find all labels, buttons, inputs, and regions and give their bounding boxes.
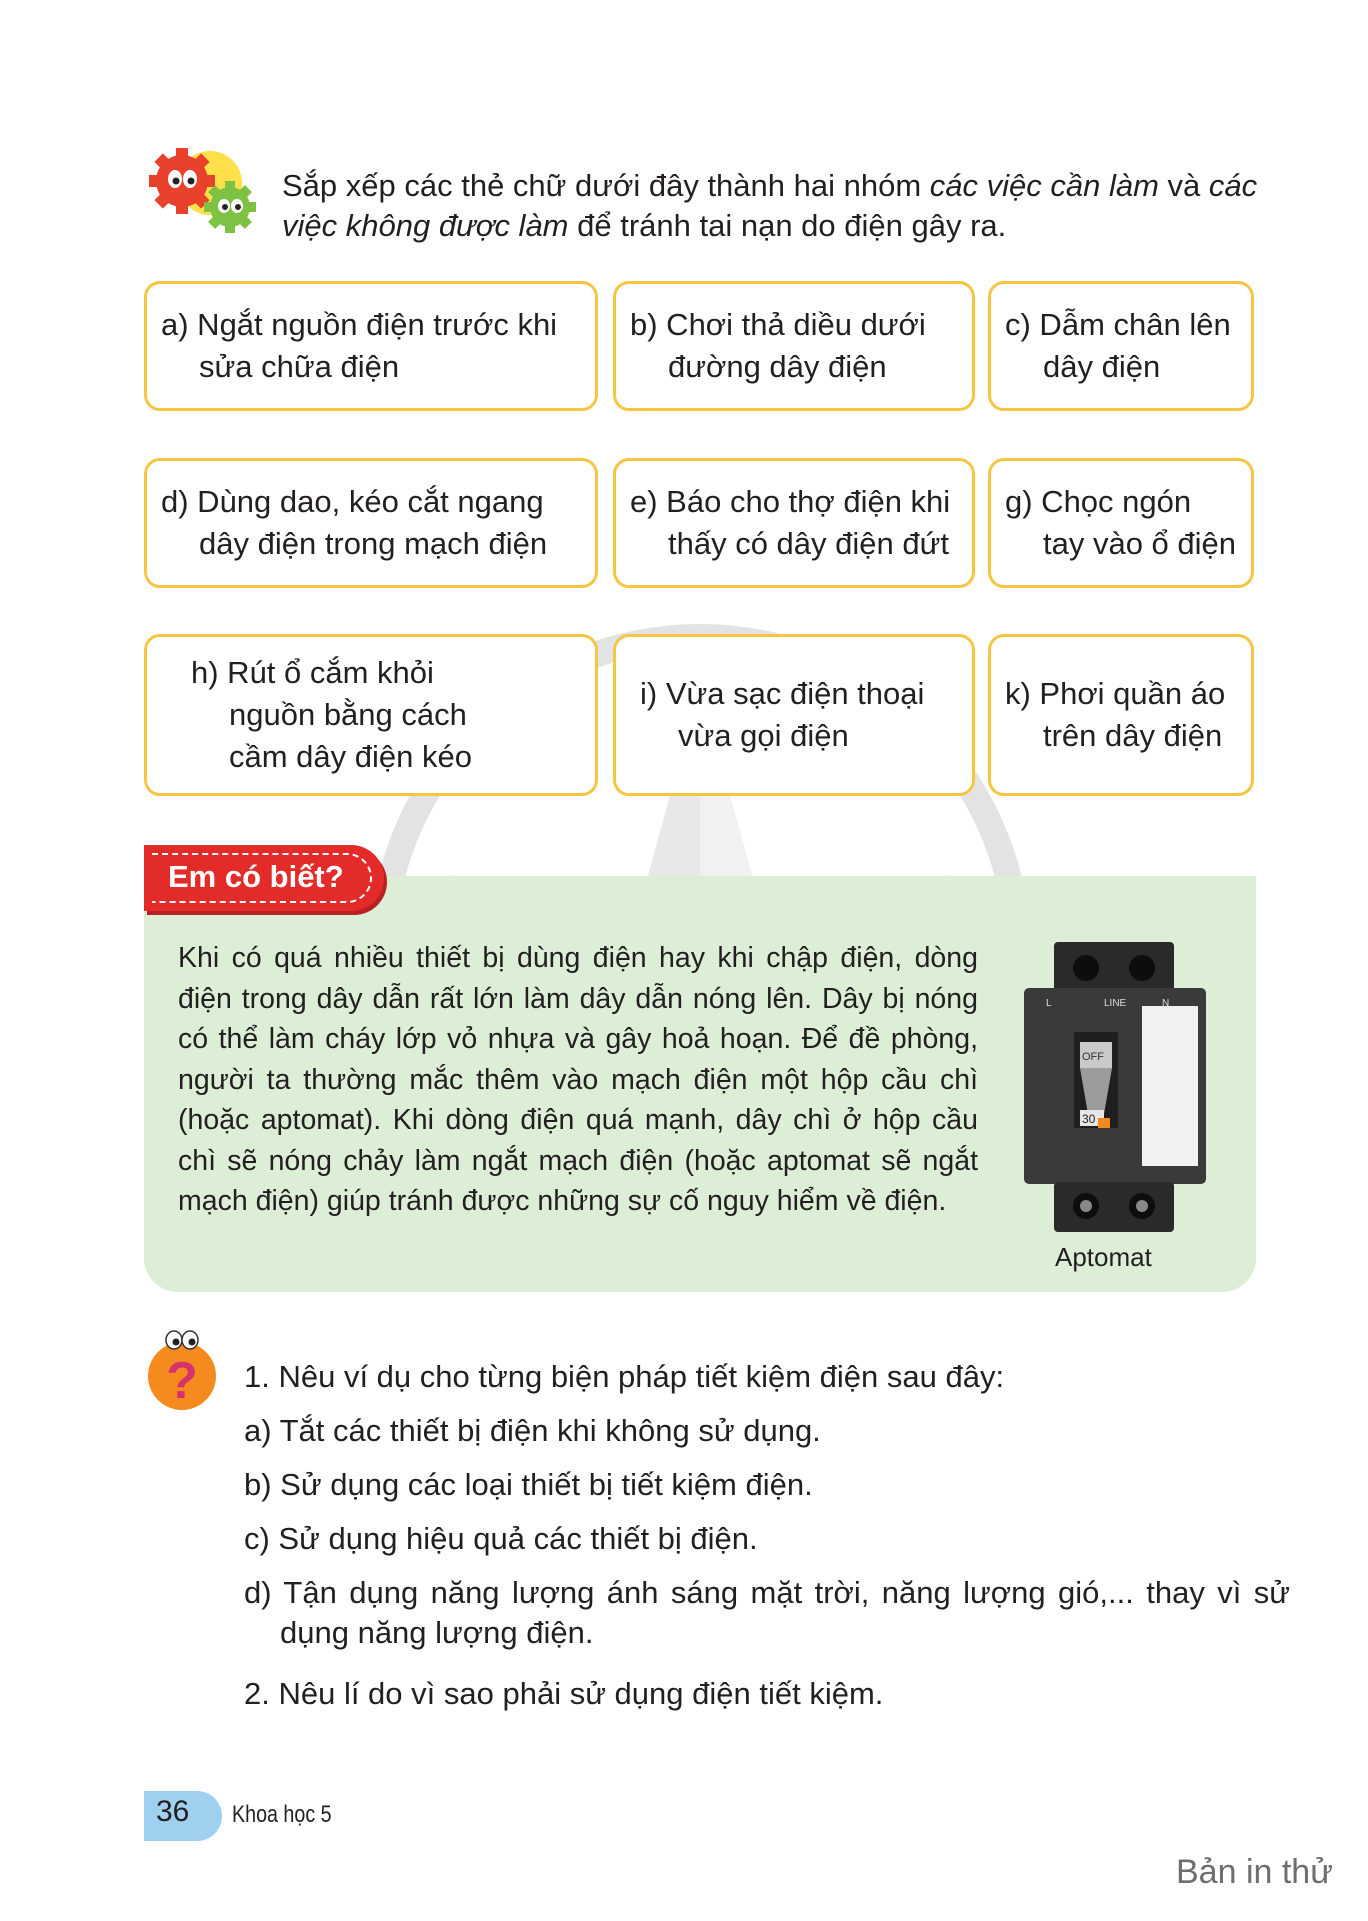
question-1d: d) Tận dụng năng lượng ánh sáng mặt trời, năng lượng gió,... thay vì sử dụng năng lượng điện.	[244, 1575, 1290, 1650]
card-k[interactable]	[988, 634, 1254, 796]
card-g-text: g) Chọc ngón tay vào ổ điện	[1005, 484, 1237, 561]
card-d[interactable]	[144, 458, 598, 588]
question-2: 2. Nêu lí do vì sao phải sử dụng điện tiết kiệm.	[244, 1676, 884, 1711]
book-title: Khoa học 5	[232, 1801, 332, 1828]
breaker-rating-label: 30	[1082, 1112, 1096, 1126]
card-i-text: i) Vừa sạc điện thoại vừa gọi điện	[640, 676, 925, 753]
question-1: 1. Nêu ví dụ cho từng biện pháp tiết kiệm điện sau đây:	[244, 1359, 1005, 1394]
info-text: Khi có quá nhiều thiết bị dùng điện hay khi chập điện, dòng điện trong dây dẫn rất lớn làm dây dẫn nóng lên. Dây bị nóng có thể làm cháy lớp vỏ nhựa và gây hoả hoạn. Để đề phòng, người ta thường mắc thêm vào mạch điện một hộp cầu chì (hoặc aptomat). Khi dòng điện quá mạnh, dây chì ở hộp cầu chì sẽ nóng chảy làm ngắt mạch điện (hoặc aptomat sẽ ngắt mạch điện) giúp tránh được những sự cố nguy hiểm về điện.	[178, 942, 978, 1217]
breaker-off-label: OFF	[1082, 1051, 1104, 1063]
page-number: 36	[156, 1795, 190, 1828]
card-i[interactable]	[613, 634, 975, 796]
draft-label: Bản in thử	[1176, 1853, 1333, 1891]
card-a-text: a) Ngắt nguồn điện trước khi sửa chữa điện	[161, 307, 558, 384]
breaker-l-label: L	[1046, 998, 1052, 1009]
card-k-text: k) Phơi quần áo trên dây điện	[1005, 676, 1226, 753]
card-g[interactable]	[988, 458, 1254, 588]
card-b[interactable]	[613, 281, 975, 411]
card-c-text: c) Dẫm chân lên dây điện	[1005, 307, 1231, 384]
card-e-text: e) Báo cho thợ điện khi thấy có dây điện đứt	[630, 484, 951, 561]
card-h[interactable]	[144, 634, 598, 796]
card-d-text: d) Dùng dao, kéo cắt ngang dây điện trong mạch điện	[161, 484, 548, 561]
card-a[interactable]	[144, 281, 598, 411]
aptomat-image	[1024, 942, 1206, 1232]
card-b-text: b) Chơi thả diều dưới đường dây điện	[630, 307, 926, 384]
question-mark-icon	[146, 1330, 218, 1410]
activity-instruction: Sắp xếp các thẻ chữ dưới đây thành hai nhóm các việc cần làm và các việc không được làm để tránh tai nạn do điện gây ra.	[282, 168, 1258, 243]
aptomat-caption: Aptomat	[1055, 1242, 1152, 1272]
svg-text:?: ?	[166, 1352, 198, 1410]
gears-icon	[148, 145, 266, 237]
card-c[interactable]	[988, 281, 1254, 411]
breaker-n-label: N	[1162, 998, 1170, 1009]
breaker-line-label: LINE	[1104, 998, 1127, 1009]
question-1a: a) Tắt các thiết bị điện khi không sử dụng.	[244, 1413, 821, 1448]
info-title: Em có biết?	[168, 859, 344, 894]
question-1b: b) Sử dụng các loại thiết bị tiết kiệm điện.	[244, 1467, 813, 1502]
card-e[interactable]	[613, 458, 975, 588]
question-1c: c) Sử dụng hiệu quả các thiết bị điện.	[244, 1521, 758, 1556]
card-h-text: h) Rút ổ cắm khỏi nguồn bằng cách cầm dây điện kéo	[191, 655, 472, 774]
